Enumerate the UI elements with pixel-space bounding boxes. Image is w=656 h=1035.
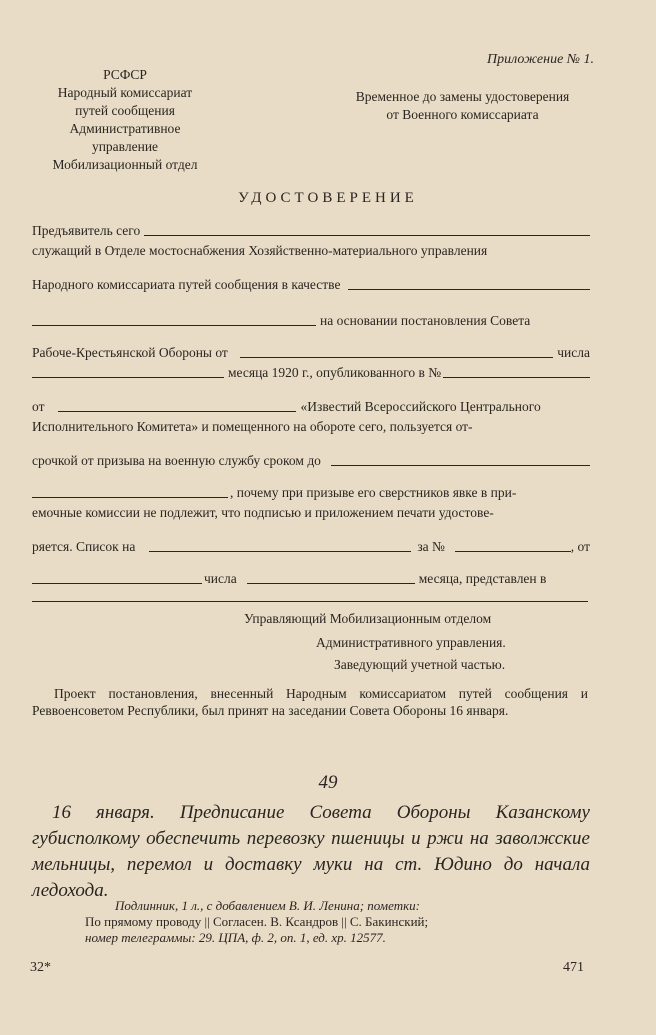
- issuer-line: управление: [91, 139, 159, 154]
- form-text: Предъявитель сего: [32, 223, 141, 238]
- form-line-7: [32, 398, 590, 416]
- blank-field: [443, 364, 590, 378]
- form-line-3: [32, 276, 590, 294]
- form-text: , почему при призыве его сверстников явке в при-: [230, 485, 517, 500]
- source-line: По прямому проводу || Согласен. В. Ксандров || С. Бакинский;: [85, 914, 429, 929]
- issuer-line: путей сообщения: [75, 103, 175, 118]
- blank-field: [455, 538, 571, 552]
- issuer-line: Мобилизационный отдел: [52, 157, 198, 172]
- form-text: Народного комиссариата путей сообщения в качестве: [32, 277, 341, 292]
- signature-mark: 32*: [30, 960, 51, 975]
- form-line-1: [32, 222, 590, 240]
- form-line-6: [32, 364, 590, 382]
- form-line-9: [32, 452, 590, 470]
- document-heading: 16 января. Предписание Совета Обороны Казанскому губисполкому обеспечить перевозку пшеницы и ржи на заволжские мельницы, перемол и доставку муки на ст. Юдино до начала ледохода.: [32, 802, 590, 901]
- blank-field: [240, 344, 553, 358]
- form-line-13: [32, 570, 590, 588]
- blank-field: [32, 484, 228, 498]
- blank-field: [32, 570, 202, 584]
- blank-field: [32, 312, 316, 326]
- blank-field: [247, 570, 415, 584]
- form-text: числа: [557, 345, 590, 360]
- signature-records: Заведующий учетной частью.: [334, 657, 506, 672]
- form-line-10: [32, 484, 590, 502]
- form-text: Исполнительного Комитета» и помещенного на обороте сего, пользуется от-: [32, 419, 473, 434]
- document-number: 49: [318, 772, 338, 793]
- blank-field: [58, 398, 296, 412]
- form-text: месяца, представлен в: [418, 571, 547, 586]
- blank-field: [348, 276, 590, 290]
- form-line-2: [32, 242, 590, 260]
- form-text: срочкой от призыва на военную службу сроком до: [32, 453, 321, 468]
- blank-field: [144, 222, 590, 236]
- form-line-11: [32, 504, 590, 522]
- form-text: , от: [570, 539, 590, 554]
- form-text: на основании постановления Совета: [320, 313, 531, 328]
- issuer-block: [30, 66, 220, 174]
- form-text: месяца 1920 г., опубликованного в №: [228, 365, 442, 380]
- form-text: за №: [417, 539, 445, 554]
- project-note: Проект постановления, внесенный Народным комиссариатом путей сообщения и Реввоенсоветом Республики, был принят на заседании Совета Обороны 16 января.: [32, 686, 588, 718]
- form-line-5: [32, 344, 590, 362]
- form-text: Рабоче-Крестьянской Обороны от: [32, 345, 228, 360]
- blank-field: [149, 538, 411, 552]
- form-line-8: [32, 418, 590, 436]
- temporary-note-line: Временное до замены удостоверения: [355, 89, 570, 104]
- form-text: от: [32, 399, 45, 414]
- appendix-label: Приложение № 1.: [487, 52, 594, 67]
- form-text: емочные комиссии не подлежит, что подписью и приложением печати удостове-: [32, 505, 494, 520]
- form-line-12: [32, 538, 590, 556]
- source-line: Подлинник, 1 л., с добавлением В. И. Ленина; пометки:: [115, 898, 420, 913]
- blank-field: [32, 364, 224, 378]
- form-text-wrap: [320, 312, 590, 330]
- temporary-note: [325, 88, 600, 124]
- blank-field: [331, 452, 590, 466]
- blank-field: [32, 601, 588, 602]
- signature-admin: Административного управления.: [316, 635, 506, 650]
- issuer-line: РСФСР: [103, 67, 147, 82]
- form-line-4: [32, 312, 590, 330]
- form-text: числа: [204, 571, 237, 586]
- signature-manager: Управляющий Мобилизационным отделом: [244, 611, 492, 626]
- source-line: номер телеграммы: 29. ЦПА, ф. 2, оп. 1, ед. хр. 12577.: [85, 930, 386, 945]
- form-text: «Известий Всероссийского Центрального: [300, 399, 541, 414]
- temporary-note-line: от Военного комиссариата: [386, 107, 539, 122]
- form-text: служащий в Отделе мостоснабжения Хозяйственно-материального управления: [32, 243, 488, 258]
- issuer-line: Народный комиссариат: [57, 85, 193, 100]
- form-text: ряется. Список на: [32, 539, 136, 554]
- page-number: 471: [563, 960, 584, 975]
- form-title: УДОСТОВЕРЕНИЕ: [238, 190, 418, 206]
- source-note: [85, 898, 585, 946]
- issuer-line: Административное: [69, 121, 181, 136]
